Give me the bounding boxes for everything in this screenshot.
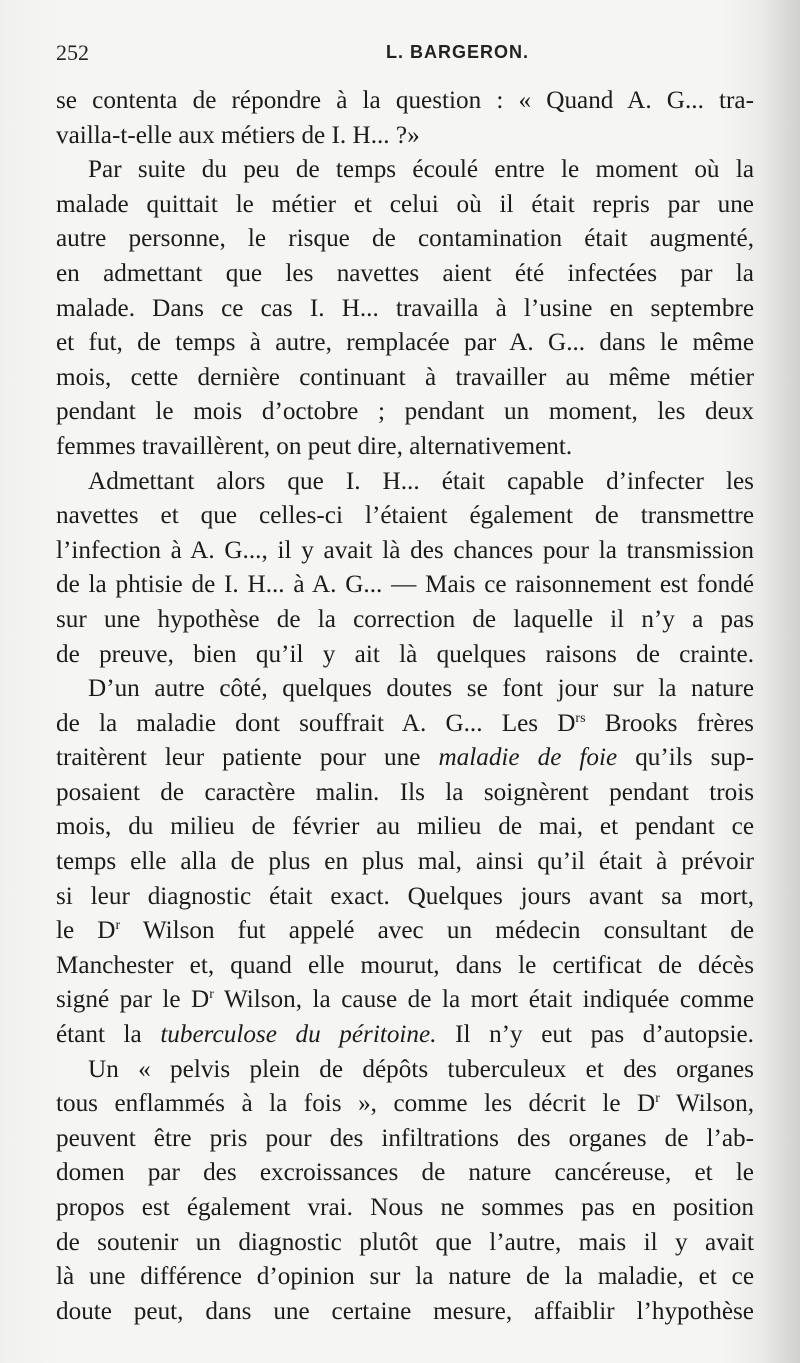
italic-text: tuberculose du péritoine. [160, 1021, 437, 1049]
line-text: D’un autre côté, quelques doutes se font jour sur la nature [88, 675, 754, 703]
text-line [56, 1053, 754, 1088]
text-line [56, 949, 754, 984]
superscript: rs [575, 710, 586, 726]
text-line [56, 465, 754, 500]
line-text-continued: qu’ils sup- [617, 744, 754, 772]
text-line [56, 1018, 754, 1053]
line-text: et fut, de temps à autre, remplacée par A. G... dans le même [56, 329, 754, 357]
text-line [56, 222, 754, 257]
line-text: malade. Dans ce cas I. H... travailla à l’usine en septembre [56, 294, 754, 322]
text-line [56, 983, 754, 1018]
line-text: propos est également vrai. Nous ne sommes pas en position [56, 1194, 754, 1221]
running-head: L. BARGERON. [386, 42, 530, 62]
line-text: signé par le D [56, 986, 210, 1014]
line-text: Admettant alors que I. H... était capable d’infecter les [88, 467, 754, 495]
line-text-continued: Wilson fut appelé avec un médecin consultant de [120, 917, 754, 945]
text-line [56, 326, 754, 361]
line-text: Un « pelvis plein de dépôts tuberculeux et des organes [88, 1055, 754, 1083]
superscript: r [115, 918, 121, 934]
text-line [56, 1260, 754, 1295]
italic-text: maladie de foie [438, 744, 618, 772]
line-text: l’infection à A. G..., il y avait là des chances pour la transmission [56, 536, 754, 564]
text-line [56, 845, 754, 880]
line-text: de la maladie dont souffrait A. G... Les D [56, 709, 576, 737]
superscript: r [655, 1091, 660, 1107]
text-line [56, 741, 754, 776]
text-line [56, 672, 754, 707]
line-text-continued: Il n’y eut pas d’autopsie. [436, 1021, 754, 1049]
text-line [56, 119, 754, 154]
text-line [56, 499, 754, 534]
text-line [56, 1191, 754, 1226]
text-line [56, 880, 754, 915]
line-text: peuvent être pris pour des infiltrations des organes de l’ab- [56, 1124, 754, 1152]
text-line [56, 1122, 754, 1157]
line-text-continued: Wilson, la cause de la mort était indiquée comme [213, 986, 754, 1014]
line-text: tous enflammés à la fois », comme les décrit le D [56, 1090, 656, 1118]
page-header [56, 40, 756, 70]
line-text-continued: Brooks frères [585, 709, 754, 737]
line-text: navettes et que celles-ci l’étaient également de transmettre [56, 502, 754, 530]
body-text [56, 84, 754, 1329]
line-text: mois, cette dernière continuant à travailler au même métier [56, 363, 754, 391]
text-line [56, 84, 754, 119]
text-line [56, 153, 754, 188]
text-line [56, 707, 754, 742]
line-text: temps elle alla de plus en plus mal, ainsi qu’il était à prévoir [56, 848, 754, 876]
text-line [56, 776, 754, 811]
line-text: autre personne, le risque de contamination était augmenté, [56, 225, 754, 253]
text-line [56, 292, 754, 327]
text-line [56, 568, 754, 603]
superscript: r [209, 987, 214, 1003]
line-text: traitèrent leur patiente pour une [56, 744, 439, 772]
line-text-continued: Wilson, [659, 1090, 755, 1118]
line-text: se contenta de répondre à la question : « Quand A. G... tra- [56, 87, 754, 114]
text-line [56, 1226, 754, 1261]
text-line [56, 1295, 754, 1330]
line-text: de la phtisie de I. H... à A. G... — Mais ce raisonnement est fondé [56, 571, 754, 599]
line-text: Par suite du peu de temps écoulé entre le moment où la [88, 156, 754, 184]
line-text: en admettant que les navettes aient été infectées par la [56, 259, 754, 287]
text-line [56, 361, 754, 396]
line-text: de soutenir un diagnostic plutôt que l’autre, mais il y avait [56, 1228, 754, 1256]
text-line [56, 534, 754, 569]
text-line [56, 603, 754, 638]
line-text: doute peut, dans une certaine mesure, affaiblir l’hypothèse [56, 1297, 754, 1325]
line-text: domen par des excroissances de nature cancéreuse, et le [56, 1159, 754, 1187]
line-text: si leur diagnostic était exact. Quelques jours avant sa mort, [56, 882, 754, 910]
line-text: de preuve, bien qu’il y ait là quelques raisons de crainte. [56, 640, 754, 668]
text-line [56, 188, 754, 223]
line-text: le D [56, 917, 116, 945]
line-text: mois, du milieu de février au milieu de mai, et pendant ce [56, 813, 754, 841]
line-text: posaient de caractère malin. Ils la soignèrent pendant trois [56, 778, 754, 806]
line-text: étant la [56, 1021, 161, 1049]
page-number: 252 [56, 40, 89, 65]
text-line [56, 395, 754, 430]
line-text: femmes travaillèrent, on peut dire, alternativement. [56, 432, 573, 460]
text-line [56, 638, 754, 673]
line-text: pendant le mois d’octobre ; pendant un moment, les deux [56, 398, 754, 426]
text-line [56, 257, 754, 292]
line-text: malade quittait le métier et celui où il était repris par une [56, 190, 754, 218]
line-text: Manchester et, quand elle mourut, dans le certificat de décès [56, 951, 754, 979]
text-line [56, 1087, 754, 1122]
text-line [56, 430, 754, 465]
text-line [56, 1156, 754, 1191]
line-text: sur une hypothèse de la correction de laquelle il n’y a pas [56, 605, 754, 633]
text-line [56, 810, 754, 845]
page-edge-shadow [760, 0, 800, 1363]
line-text: vailla-t-elle aux métiers de I. H... ?» [56, 121, 420, 149]
text-line [56, 914, 754, 949]
line-text: là une différence d’opinion sur la nature de la maladie, et ce [56, 1263, 754, 1291]
